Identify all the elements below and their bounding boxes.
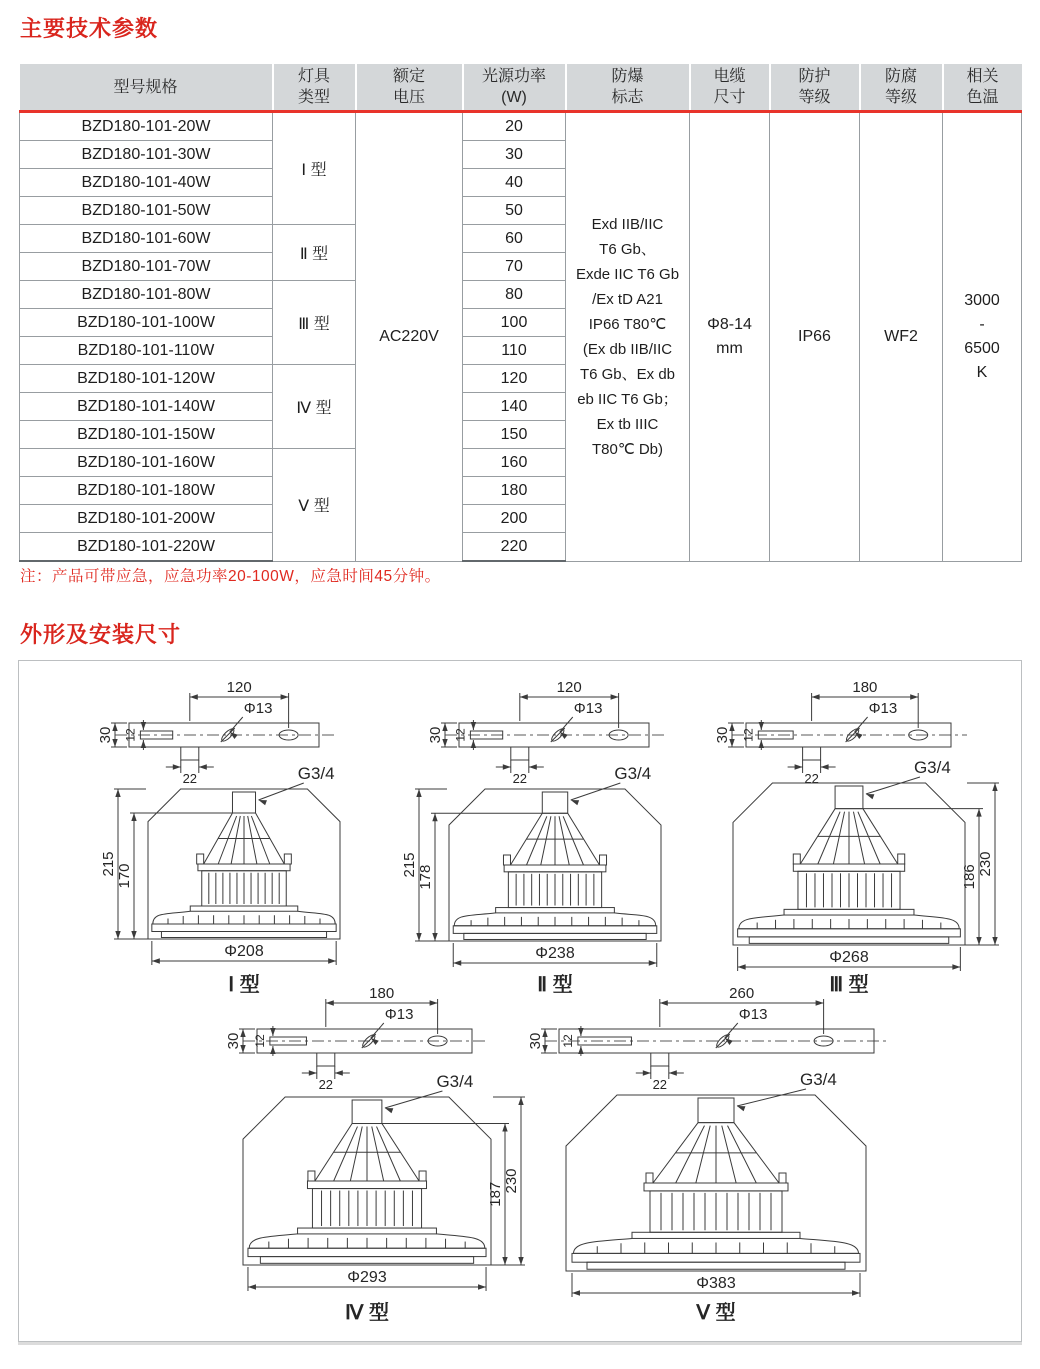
dim-label: 180 [369, 985, 395, 1002]
drawing-rect [793, 854, 800, 864]
dim-arrow [649, 960, 657, 965]
drawing-line [371, 1023, 384, 1038]
drawing-rect [232, 792, 255, 813]
thread-label: G3/4 [800, 1070, 837, 1089]
drawing-rect [803, 747, 821, 760]
drawing-line [725, 1023, 738, 1038]
drawing-line [527, 816, 547, 865]
dim-arrow [430, 1000, 438, 1005]
drawing-rect [835, 786, 863, 809]
dim-arrow [952, 964, 960, 969]
dim-arrow [992, 783, 997, 791]
drawing-line [737, 1089, 806, 1106]
drawing-line [696, 1126, 710, 1183]
drawing-rect [161, 932, 326, 938]
drawing-line [722, 1126, 736, 1183]
dim-arrow [453, 960, 461, 965]
dim-arrow [795, 764, 803, 769]
dim-label: 186 [961, 864, 978, 890]
dim-arrow [611, 694, 619, 699]
dim-arrow [270, 1046, 275, 1054]
dim-arrow [173, 764, 181, 769]
dim-arrow [190, 694, 198, 699]
dim-arrow [248, 1284, 256, 1289]
lamp-type-cell: Ⅱ 型 [273, 225, 356, 281]
dim-label: 170 [116, 863, 133, 889]
column-header: 防护 等级 [770, 64, 860, 112]
drawing-rect [572, 1253, 860, 1262]
dim-arrow [759, 722, 764, 730]
dim-arrow [115, 931, 120, 939]
column-header: 灯具 类型 [273, 64, 356, 112]
dim-arrow [503, 764, 511, 769]
dim-arrow [578, 1046, 583, 1054]
section-title-specs: 主要技术参数 [20, 16, 159, 41]
dim-label: Φ293 [347, 1269, 387, 1286]
model-cell: BZD180-101-20W [20, 112, 273, 141]
power-cell: 140 [463, 393, 566, 421]
drawing-rect [651, 1053, 669, 1066]
dim-label: 22 [652, 1077, 668, 1092]
column-header: 型号规格 [20, 64, 273, 112]
dim-label: Φ13 [384, 1006, 414, 1023]
column-header: 相关 色温 [943, 64, 1022, 112]
power-cell: 30 [463, 141, 566, 169]
drawing-type-3 [691, 677, 1021, 999]
dim-arrow [738, 964, 746, 969]
drawing-rect [779, 1173, 786, 1183]
power-cell: 50 [463, 197, 566, 225]
dim-arrow [643, 1070, 651, 1075]
drawing-rect [542, 792, 567, 813]
dim-label: Φ13 [738, 1006, 768, 1023]
dim-arrow [910, 694, 918, 699]
dim-label: 12 [252, 1034, 267, 1048]
drawing-line [833, 812, 844, 864]
dim-label: 30 [427, 726, 444, 744]
dim-arrow [432, 813, 437, 821]
dim-label: 30 [97, 726, 114, 744]
drawing-line [248, 816, 257, 864]
power-cell: 220 [463, 533, 566, 562]
dim-label: 187 [487, 1181, 504, 1207]
dim-arrow [502, 1257, 507, 1265]
dim-arrow [572, 1290, 580, 1295]
dim-label: Φ268 [829, 949, 869, 966]
drawing-rect [197, 854, 204, 864]
drawing-type-4 [205, 983, 540, 1327]
drawing-line [676, 1126, 705, 1183]
dim-arrow [852, 1290, 860, 1295]
dim-arrow [328, 958, 336, 963]
drawing-line [855, 717, 868, 732]
drawing-rect [308, 1171, 315, 1181]
drawing-rect [248, 1248, 486, 1256]
type-label: Ⅴ 型 [696, 1302, 736, 1324]
voltage-cell: AC220V [356, 112, 463, 562]
dim-arrow [115, 789, 120, 797]
dim-label: 215 [401, 852, 418, 878]
column-header: 光源功率 (W) [463, 64, 566, 112]
dim-arrow [131, 931, 136, 939]
dim-arrow [471, 740, 476, 748]
section-title-dimensions: 外形及安装尺寸 [20, 622, 182, 647]
power-cell: 180 [463, 477, 566, 505]
drawing-type-1 [49, 677, 394, 999]
drawing-rect [503, 855, 510, 865]
power-cell: 20 [463, 112, 566, 141]
dim-arrow [992, 937, 997, 945]
drawing-rect [152, 924, 336, 932]
drawing-rect [284, 854, 291, 864]
model-cell: BZD180-101-140W [20, 393, 273, 421]
dim-label: Φ238 [535, 945, 575, 962]
dim-arrow [270, 1028, 275, 1036]
dim-arrow [152, 958, 160, 963]
column-header: 防腐 等级 [860, 64, 943, 112]
dim-arrow [385, 1108, 393, 1113]
cct-cell: 3000 - 6500 K [943, 112, 1022, 562]
dim-arrow [821, 764, 829, 769]
dim-arrow [518, 1257, 523, 1265]
dim-arrow [478, 1284, 486, 1289]
drawing-rect [632, 1232, 800, 1238]
dim-label: Φ13 [868, 700, 898, 717]
dim-label: 30 [714, 726, 731, 744]
drawing-line [853, 812, 864, 864]
anticorrosion-cell: WF2 [860, 112, 943, 562]
thread-label: G3/4 [614, 764, 652, 783]
drawing-line [372, 1127, 384, 1181]
drawing-rect [511, 747, 529, 760]
drawing-line [866, 777, 920, 794]
dim-label: Φ13 [243, 700, 273, 717]
protection-cell: IP66 [770, 112, 860, 562]
dim-arrow [259, 800, 267, 805]
model-cell: BZD180-101-70W [20, 253, 273, 281]
thread-label: G3/4 [913, 758, 951, 777]
dim-label: 12 [453, 728, 468, 742]
drawing-line [385, 1091, 443, 1108]
dim-arrow [812, 694, 820, 699]
drawing-line [563, 816, 583, 865]
drawing-line [218, 816, 236, 864]
dim-label: Φ13 [573, 700, 603, 717]
power-cell: 60 [463, 225, 566, 253]
type-label: Ⅳ 型 [344, 1302, 390, 1324]
dim-label: 22 [804, 771, 819, 786]
dim-arrow [335, 1070, 343, 1075]
power-cell: 200 [463, 505, 566, 533]
lamp-type-cell: Ⅳ 型 [273, 365, 356, 449]
column-header: 额定 电压 [356, 64, 463, 112]
drawings-panel [18, 660, 1022, 1342]
model-cell: BZD180-101-110W [20, 337, 273, 365]
model-cell: BZD180-101-80W [20, 281, 273, 309]
dim-label: 12 [741, 728, 756, 742]
power-cell: 100 [463, 309, 566, 337]
lamp-type-cell: Ⅰ 型 [273, 112, 356, 225]
dim-arrow [309, 1070, 317, 1075]
drawing-rect [307, 1181, 426, 1189]
drawing-rect [644, 1183, 788, 1191]
dim-arrow [571, 800, 579, 805]
drawing-rect [298, 1228, 437, 1234]
model-cell: BZD180-101-220W [20, 533, 273, 562]
spec-table-head [20, 64, 1022, 112]
drawing-rect [646, 1173, 653, 1183]
type-label: Ⅲ 型 [829, 974, 869, 996]
drawing-line [259, 783, 304, 800]
dim-arrow [199, 764, 207, 769]
drawing-rect [738, 929, 961, 937]
lamp-type-cell: Ⅴ 型 [273, 449, 356, 562]
dim-arrow [416, 933, 421, 941]
dim-label: 230 [503, 1168, 520, 1194]
power-cell: 120 [463, 365, 566, 393]
drawing-line [858, 812, 880, 864]
dim-label: Φ383 [696, 1275, 736, 1292]
drawing-rect [600, 855, 607, 865]
dim-label: 22 [318, 1077, 334, 1092]
dim-label: 215 [100, 851, 117, 877]
drawing-line [377, 1127, 401, 1181]
drawing-rect [190, 906, 298, 911]
drawing-rect [198, 864, 290, 871]
model-cell: BZD180-101-60W [20, 225, 273, 253]
dim-arrow [141, 740, 146, 748]
drawing-rect [260, 1257, 473, 1264]
drawing-line [728, 1126, 757, 1183]
power-cell: 80 [463, 281, 566, 309]
dim-arrow [866, 794, 874, 799]
drawing-rect [181, 747, 199, 760]
drawing-line [231, 816, 240, 864]
thread-label: G3/4 [297, 764, 335, 783]
dim-label: 22 [512, 771, 528, 786]
dim-label: 120 [226, 679, 252, 696]
drawing-rect [749, 937, 949, 943]
dim-label: 12 [123, 728, 138, 742]
dim-label: 120 [556, 679, 582, 696]
model-cell: BZD180-101-100W [20, 309, 273, 337]
model-cell: BZD180-101-160W [20, 449, 273, 477]
model-cell: BZD180-101-40W [20, 169, 273, 197]
dim-label: 12 [560, 1034, 575, 1048]
dim-arrow [669, 1070, 677, 1075]
type-label: Ⅰ 型 [228, 974, 260, 996]
dim-arrow [281, 694, 289, 699]
model-cell: BZD180-101-150W [20, 421, 273, 449]
column-header: 电缆 尺寸 [690, 64, 770, 112]
column-header: 防爆 标志 [566, 64, 690, 112]
cable-size-cell: Φ8-14 mm [690, 112, 770, 562]
spec-table [19, 64, 1022, 562]
drawing-line [334, 1127, 358, 1181]
dim-arrow [502, 1124, 507, 1132]
model-cell: BZD180-101-180W [20, 477, 273, 505]
drawing-type-2 [397, 677, 707, 999]
power-cell: 160 [463, 449, 566, 477]
model-cell: BZD180-101-50W [20, 197, 273, 225]
dim-label: 260 [729, 985, 755, 1002]
dim-label: 178 [417, 864, 434, 890]
drawing-line [350, 1127, 362, 1181]
drawing-rect [504, 865, 606, 872]
spec-table-body [20, 112, 1022, 562]
type-label: Ⅱ 型 [537, 974, 573, 996]
drawing-rect [698, 1098, 734, 1123]
dim-arrow [471, 722, 476, 730]
power-cell: 70 [463, 253, 566, 281]
drawing-rect [496, 908, 615, 913]
dim-arrow [529, 764, 537, 769]
dim-arrow [578, 1028, 583, 1036]
dim-arrow [660, 1000, 668, 1005]
power-cell: 150 [463, 421, 566, 449]
ex-mark-cell: Exd IIB/IIC T6 Gb、 Exde IIC T6 Gb /Ex tD A21 IP66 T80℃ (Ex db IIB/IIC T6 Gb、Ex db eb IIC T6 Gb； Ex tb IIIC T80℃ Db) [566, 112, 690, 562]
model-cell: BZD180-101-120W [20, 365, 273, 393]
dim-label: 180 [852, 679, 878, 696]
drawing-line [818, 812, 840, 864]
dim-label: 30 [225, 1032, 242, 1050]
dim-arrow [976, 809, 981, 817]
dim-arrow [518, 1097, 523, 1105]
drawing-line [560, 717, 573, 732]
drawing-type-5 [527, 983, 906, 1327]
model-cell: BZD180-101-30W [20, 141, 273, 169]
drawing-rect [793, 864, 904, 871]
power-cell: 40 [463, 169, 566, 197]
drawing-rect [317, 1053, 335, 1066]
thread-label: G3/4 [436, 1072, 474, 1091]
drawing-rect [784, 909, 914, 915]
dim-arrow [141, 722, 146, 730]
dim-label: 22 [182, 771, 198, 786]
dim-label: 30 [527, 1032, 544, 1050]
note-text: 注：产品可带应急，应急功率20-100W，应急时间45分钟。 [20, 568, 441, 585]
dim-arrow [416, 789, 421, 797]
lamp-type-cell: Ⅲ 型 [273, 281, 356, 365]
dim-arrow [326, 1000, 334, 1005]
dim-arrow [737, 1106, 745, 1111]
drawing-rect [898, 854, 905, 864]
dim-label: 230 [977, 851, 994, 877]
dim-arrow [131, 813, 136, 821]
dim-arrow [520, 694, 528, 699]
model-cell: BZD180-101-200W [20, 505, 273, 533]
dim-arrow [976, 937, 981, 945]
dim-arrow [432, 933, 437, 941]
drawing-rect [352, 1100, 382, 1124]
drawing-rect [419, 1171, 426, 1181]
power-cell: 110 [463, 337, 566, 365]
drawing-rect [464, 933, 646, 939]
dim-label: Φ208 [224, 943, 264, 960]
drawing-rect [453, 926, 657, 934]
drawing-line [571, 783, 621, 800]
drawing-line [230, 717, 243, 732]
table-row [20, 112, 1022, 141]
drawing-line [251, 816, 269, 864]
drawing-line [559, 816, 569, 865]
drawing-rect [587, 1262, 845, 1269]
dim-arrow [816, 1000, 824, 1005]
drawing-line [541, 816, 551, 865]
dim-arrow [759, 740, 764, 748]
